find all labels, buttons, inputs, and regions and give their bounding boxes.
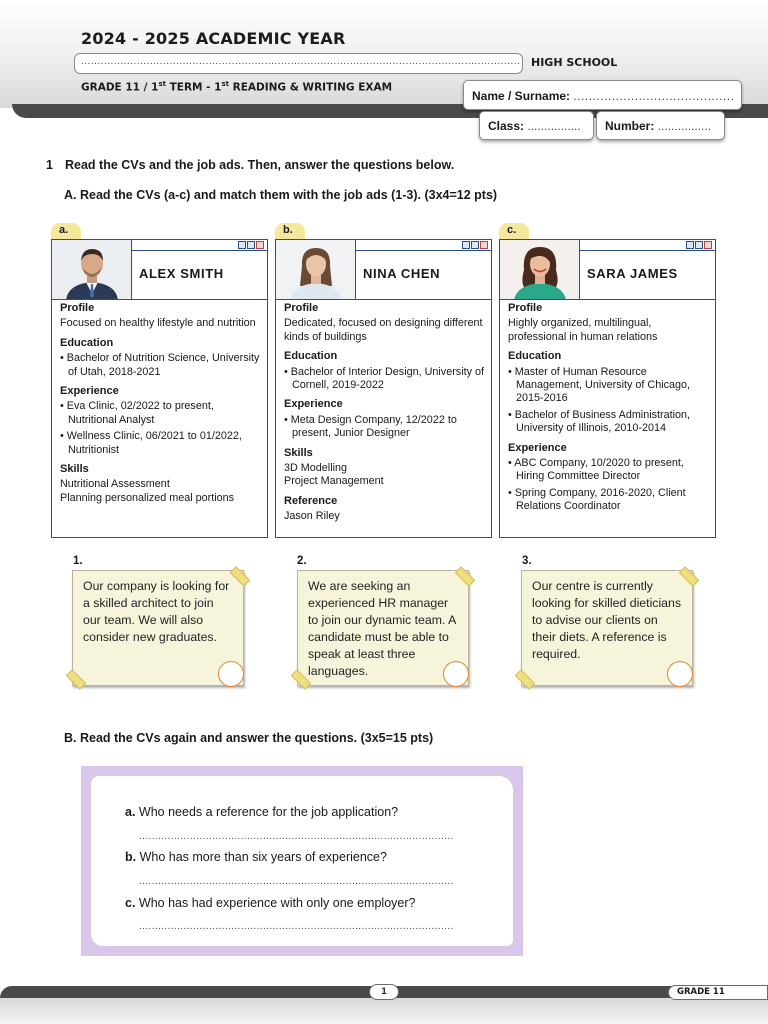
- cv-body: [508, 302, 709, 517]
- cv-card-nina-chen: [275, 239, 492, 538]
- tape-icon: [455, 566, 476, 587]
- education-item: • Master of Human Resource Management, University of Chicago, 2015-2016: [508, 366, 709, 406]
- skill-item: 3D Modelling: [284, 462, 348, 475]
- cv-body: [284, 302, 485, 524]
- education-item: • Bachelor of Interior Design, University of Cornell, 2019-2022: [284, 366, 485, 393]
- answer-circle-2[interactable]: [443, 661, 469, 687]
- cv-card-sara-james: [499, 239, 716, 538]
- education-heading: Education: [60, 336, 114, 349]
- cv-name: ALEX SMITH: [139, 266, 224, 281]
- ad-3-number: 3.: [522, 555, 532, 567]
- question-1-instruction: 1 Read the CVs and the job ads. Then, answer the questions below.: [46, 158, 455, 172]
- profile-heading: Profile: [508, 302, 543, 314]
- ad-text: Our centre is currently looking for skilled dieticians to advise our clients on their diets. A reference is required.: [532, 579, 682, 661]
- education-item: • Bachelor of Nutrition Science, University of Utah, 2018-2021: [60, 352, 261, 379]
- skill-item: Nutritional Assessment: [60, 478, 170, 491]
- profile-text: Dedicated, focused on designing different kinds of buildings: [284, 317, 483, 343]
- question-b-c: c. Who has had experience with only one employer?: [125, 896, 416, 910]
- answer-line-c[interactable]: ...................................................................................................: [139, 921, 454, 932]
- cv-c-label: c.: [499, 223, 529, 239]
- profile-heading: Profile: [60, 302, 95, 314]
- experience-item: • Meta Design Company, 12/2022 to present, Junior Designer: [284, 414, 485, 441]
- experience-heading: Experience: [508, 441, 567, 454]
- school-label: HIGH SCHOOL: [531, 56, 618, 69]
- minimize-icon: [462, 241, 470, 249]
- ad-2-number: 2.: [297, 555, 307, 567]
- answer-circle-3[interactable]: [667, 661, 693, 687]
- part-b-instruction: B. Read the CVs again and answer the questions. (3x5=15 pts): [64, 731, 434, 745]
- reference-heading: Reference: [284, 494, 338, 507]
- skill-item: Project Management: [284, 475, 384, 488]
- woman-portrait-icon: [276, 240, 356, 300]
- question-b-a: a. Who needs a reference for the job application?: [125, 805, 399, 819]
- education-heading: Education: [284, 350, 338, 363]
- skill-item: Planning personalized meal portions: [60, 491, 235, 504]
- window-bar: [356, 240, 491, 251]
- tape-icon: [230, 566, 251, 587]
- number-label: Number:: [605, 119, 655, 133]
- class-field[interactable]: Class: ................: [479, 111, 594, 140]
- experience-heading: Experience: [284, 398, 343, 411]
- job-ad-1: [72, 570, 244, 686]
- footer-grade: GRADE 11: [668, 985, 768, 1000]
- cv-a-label: a.: [51, 223, 81, 239]
- profile-text: Highly organized, multilingual, professional in human relations: [508, 317, 658, 343]
- footer-band: [0, 998, 768, 1024]
- ad-text: We are seeking an experienced HR manager to join our dynamic team. A candidate must be able to speak at least three languages.: [308, 579, 456, 678]
- class-label: Class:: [488, 119, 525, 133]
- cv-card-alex-smith: [51, 239, 268, 538]
- education-heading: Education: [508, 350, 562, 363]
- woman-portrait-icon: [500, 240, 580, 300]
- man-portrait-icon: [52, 240, 132, 300]
- name-label: Name / Surname:: [472, 89, 571, 103]
- ad-text: Our company is looking for a skilled architect to join our team. We will also consider new graduates.: [83, 579, 230, 644]
- experience-heading: Experience: [60, 385, 119, 398]
- window-bar: [132, 240, 267, 251]
- experience-item: • Wellness Clinic, 06/2021 to 01/2022, Nutritionist: [60, 430, 261, 457]
- page-number: 1: [369, 984, 399, 1000]
- skills-heading: Skills: [284, 446, 313, 459]
- academic-year-title: 2024 - 2025 ACADEMIC YEAR: [81, 29, 346, 48]
- tape-icon: [679, 566, 700, 587]
- window-bar: [580, 240, 715, 251]
- close-icon: [256, 241, 264, 249]
- answer-line-a[interactable]: ...................................................................................................: [139, 831, 454, 842]
- experience-item: • ABC Company, 10/2020 to present, Hiring Committee Director: [508, 457, 709, 484]
- experience-item: • Spring Company, 2016-2020, Client Relations Coordinator: [508, 487, 709, 514]
- number-field[interactable]: Number: ................: [596, 111, 725, 140]
- minimize-icon: [686, 241, 694, 249]
- job-ad-3: [521, 570, 693, 686]
- exam-title: GRADE 11 / 1st TERM - 1st READING & WRITING EXAM: [81, 80, 393, 94]
- answer-line-b[interactable]: ...................................................................................................: [139, 876, 454, 887]
- cv-name: NINA CHEN: [363, 266, 441, 281]
- close-icon: [704, 241, 712, 249]
- cv-body: [60, 302, 261, 505]
- maximize-icon: [471, 241, 479, 249]
- ad-1-number: 1.: [73, 555, 83, 567]
- school-name-field[interactable]: ......................................................................................................................................: [74, 53, 523, 74]
- part-b-panel: [81, 766, 523, 956]
- profile-heading: Profile: [284, 302, 319, 314]
- job-ad-2: [297, 570, 469, 686]
- maximize-icon: [695, 241, 703, 249]
- experience-item: • Eva Clinic, 02/2022 to present, Nutritional Analyst: [60, 400, 261, 427]
- name-surname-field[interactable]: Name / Surname: ..........................................: [463, 80, 742, 110]
- profile-text: Focused on healthy lifestyle and nutrition: [60, 317, 256, 330]
- close-icon: [480, 241, 488, 249]
- answer-circle-1[interactable]: [218, 661, 244, 687]
- minimize-icon: [238, 241, 246, 249]
- cv-b-label: b.: [275, 223, 305, 239]
- question-b-b: b. Who has more than six years of experience?: [125, 850, 387, 864]
- education-item: • Bachelor of Business Administration, University of Illinois, 2010-2014: [508, 409, 709, 436]
- cv-name: SARA JAMES: [587, 266, 678, 281]
- tape-icon: [515, 669, 536, 690]
- maximize-icon: [247, 241, 255, 249]
- tape-icon: [66, 669, 87, 690]
- skills-heading: Skills: [60, 463, 89, 476]
- part-a-instruction: A. Read the CVs (a-c) and match them with the job ads (1-3). (3x4=12 pts): [64, 188, 498, 202]
- reference-text: Jason Riley: [284, 510, 340, 523]
